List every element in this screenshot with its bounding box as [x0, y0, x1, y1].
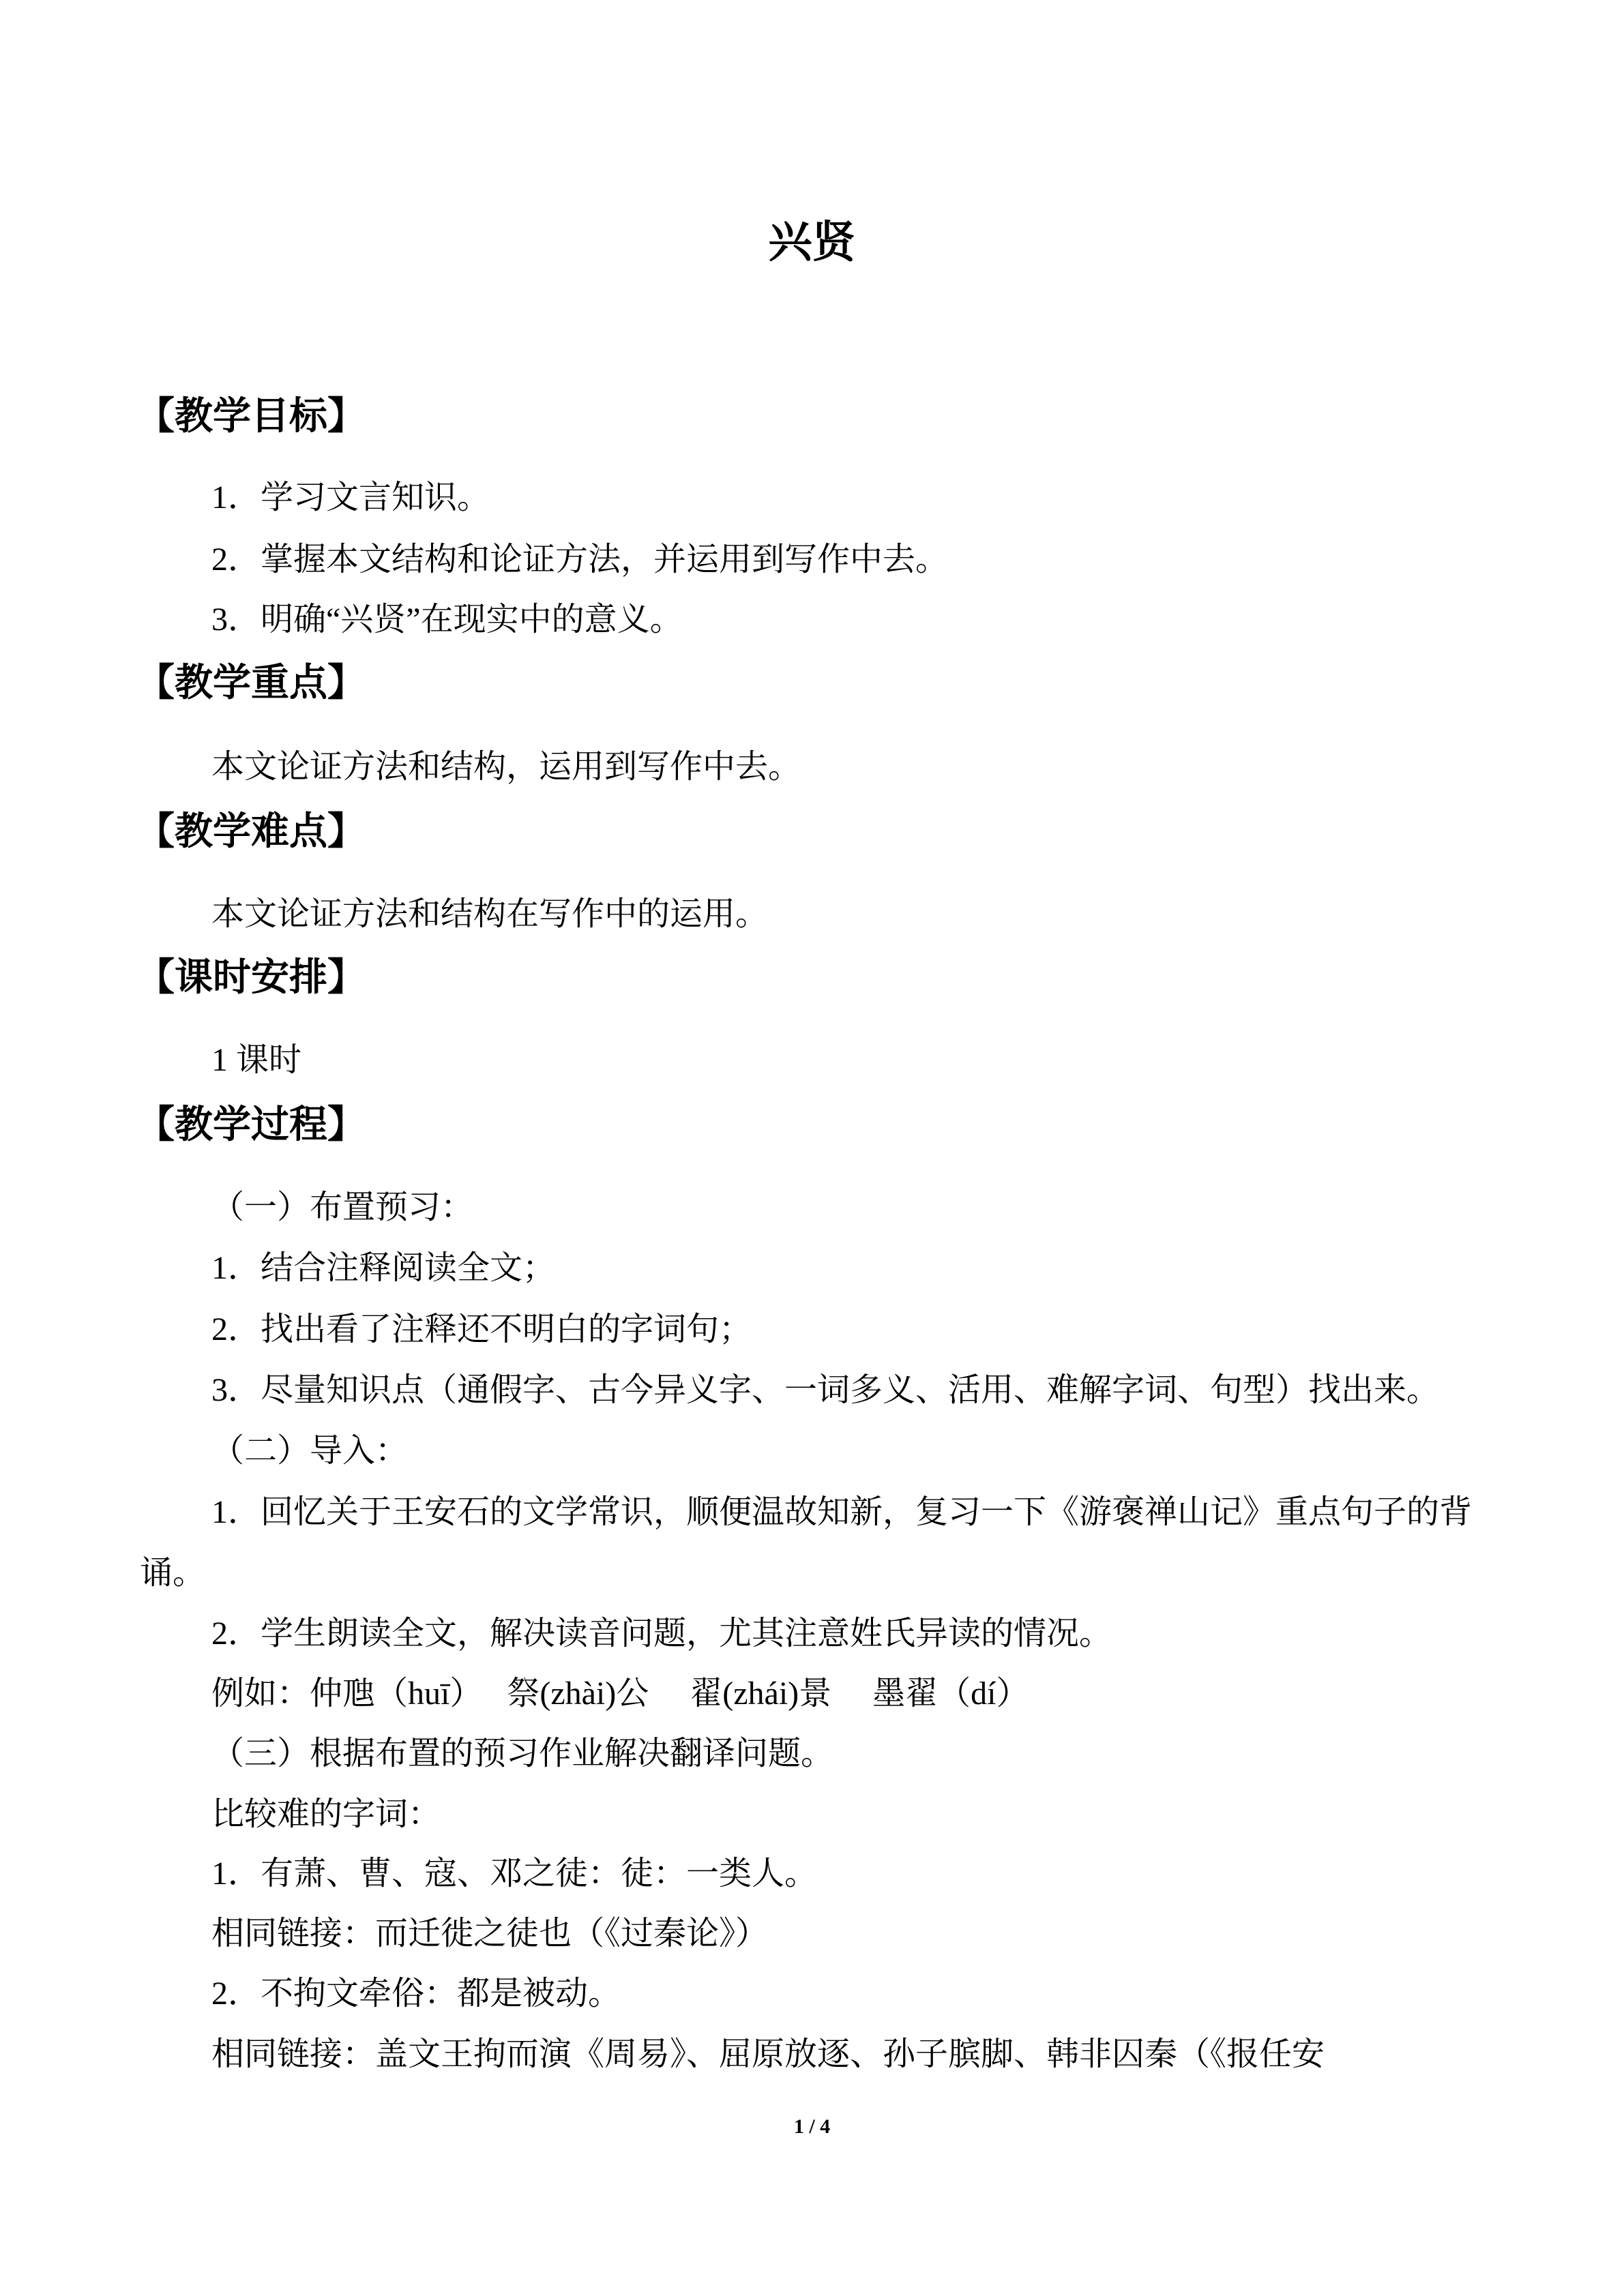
related-link: 相同链接：而迁徙之徒也（《过秦论》）: [211, 1915, 769, 1952]
section-heading-difficult-points: 【教学难点】: [136, 809, 366, 854]
section-heading-key-points: 【教学重点】: [136, 661, 366, 705]
key-points-text: 本文论证方法和结构，运用到写作中去。: [211, 749, 801, 785]
process-line: 比较难的字词：: [211, 1796, 441, 1832]
process-step-preview-heading: （一）布置预习：: [211, 1189, 474, 1225]
process-line: 1．回忆关于王安石的文学常识，顺便温故知新，复习一下《游褒禅山记》重点句子的背: [211, 1494, 1473, 1530]
process-line: 3．尽量知识点（通假字、古今异义字、一词多义、活用、难解字词、句型）找出来。: [211, 1372, 1440, 1408]
section-heading-schedule: 【课时安排】: [136, 955, 366, 1000]
page-title: 兴贤: [768, 218, 856, 268]
process-line: 1．结合注释阅读全文；: [211, 1250, 556, 1286]
goal-item-2: 2．掌握本文结构和论证方法，并运用到写作中去。: [211, 541, 949, 578]
process-line: 2．找出看了注释还不明白的字词句；: [211, 1311, 752, 1347]
page-number: 1 / 4: [793, 2115, 831, 2138]
section-heading-teaching-goals: 【教学目标】: [136, 394, 366, 438]
process-step-translation-heading: （三）根据布置的预习作业解决翻译问题。: [211, 1735, 834, 1772]
vocab-item: 1．有萧、曹、寇、邓之徒：徒：一类人。: [211, 1855, 818, 1892]
difficult-points-text: 本文论证方法和结构在写作中的运用。: [211, 896, 769, 932]
process-line: 2．学生朗读全文，解决读音问题，尤其注意姓氏异读的情况。: [211, 1615, 1112, 1652]
schedule-text: 1 课时: [211, 1042, 302, 1078]
process-line-wrapped: 诵。: [140, 1555, 206, 1591]
related-link: 相同链接：盖文王拘而演《周易》、屈原放逐、孙子膑脚、韩非囚秦（《报任安: [211, 2036, 1325, 2072]
goal-item-1: 1．学习文言知识。: [211, 479, 490, 516]
goal-item-3: 3．明确“兴贤”在现实中的意义。: [211, 601, 683, 638]
vocab-item: 2．不拘文牵俗：都是被动。: [211, 1976, 621, 2012]
section-heading-teaching-process: 【教学过程】: [136, 1103, 366, 1147]
pronunciation-examples: 例如：仲虺（huī） 祭(zhài)公 翟(zhái)景 墨翟（dí）: [211, 1675, 1029, 1712]
process-step-intro-heading: （二）导入：: [211, 1433, 409, 1469]
